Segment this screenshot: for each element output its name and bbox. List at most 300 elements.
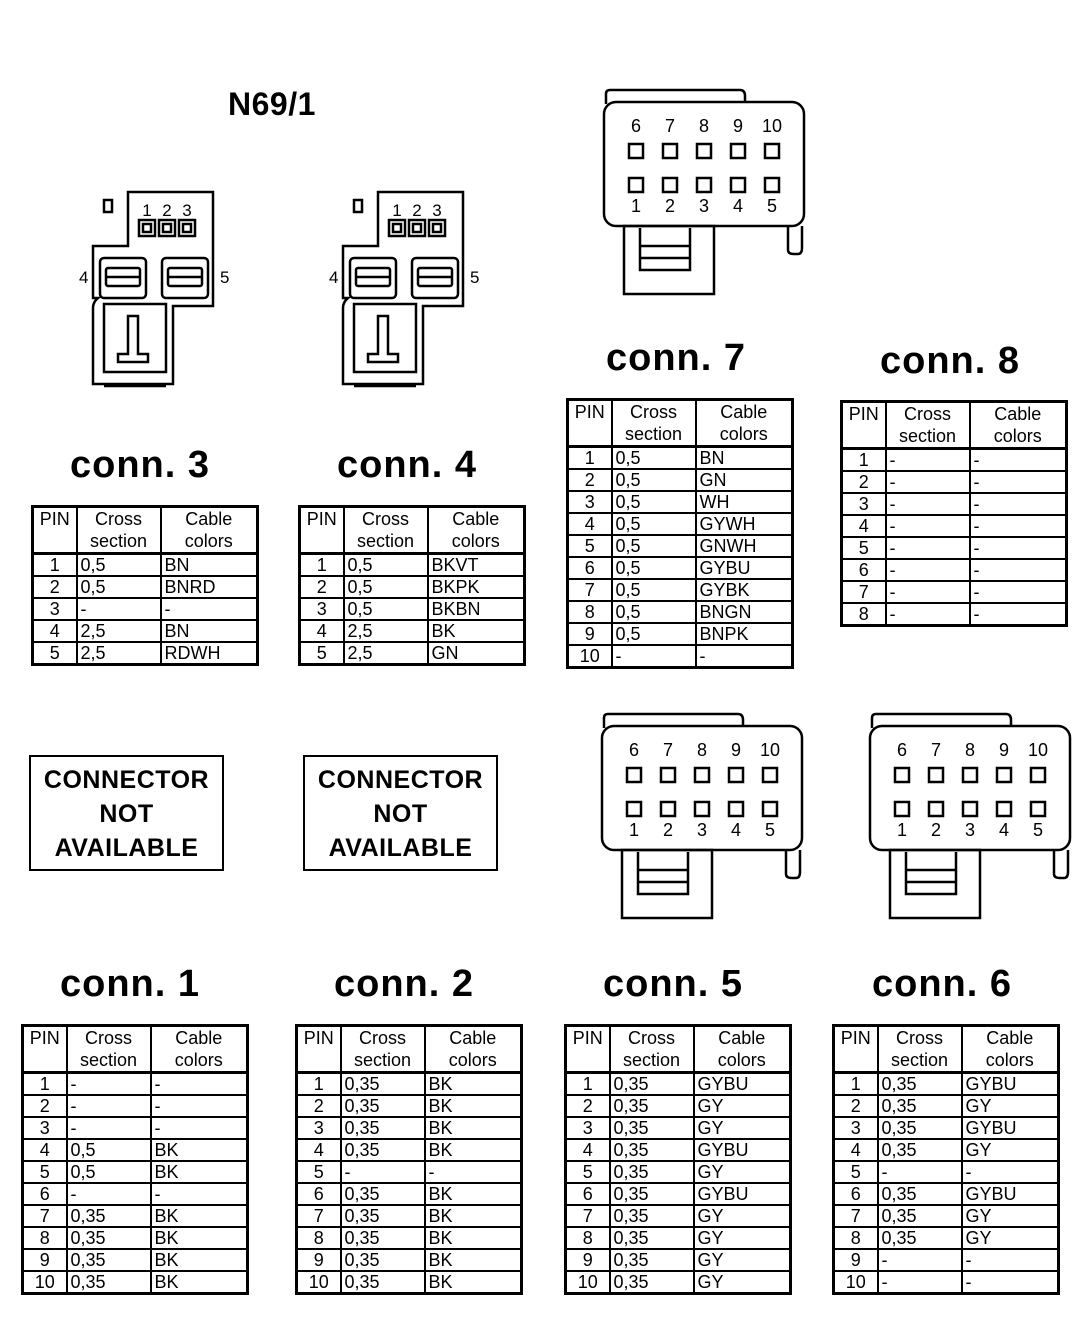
conn-8-table — [840, 400, 1068, 627]
conn-6-table — [832, 1024, 1060, 1295]
table-row — [566, 1161, 791, 1183]
pin-number-label: 2 — [930, 820, 942, 840]
pin-cell: 10 — [566, 1271, 610, 1294]
cable-color-cell: - — [970, 581, 1067, 603]
pin-number-label: 5 — [766, 196, 778, 216]
pin-header: PIN — [300, 507, 344, 554]
pin-number-label: 1 — [142, 201, 152, 220]
cable-colors-header: Cable colors — [161, 507, 258, 554]
cross-section-cell: - — [886, 559, 970, 581]
cable-color-cell: BK — [425, 1183, 522, 1205]
cable-color-cell: - — [151, 1095, 248, 1117]
table-row — [834, 1117, 1059, 1139]
table-row — [834, 1161, 1059, 1183]
cross-section-cell: - — [878, 1249, 962, 1271]
pin-header: PIN — [297, 1026, 341, 1073]
table-row — [23, 1139, 248, 1161]
cross-section-cell: 0,35 — [610, 1205, 694, 1227]
pin-cell: 2 — [300, 576, 344, 598]
pin-number-label: 7 — [662, 740, 674, 760]
cross-section-cell: 0,5 — [77, 554, 161, 577]
pin-number-label: 8 — [964, 740, 976, 760]
pin-number-label: 6 — [628, 740, 640, 760]
pin-cell: 7 — [297, 1205, 341, 1227]
cross-section-cell: 0,5 — [612, 447, 696, 470]
table-row — [568, 645, 793, 668]
pin-cell: 4 — [834, 1139, 878, 1161]
pin-cell: 4 — [33, 620, 77, 642]
cross-section-cell: 0,5 — [344, 598, 428, 620]
cross-section-cell: 0,35 — [878, 1095, 962, 1117]
pin-cell: 4 — [23, 1139, 67, 1161]
table-row — [297, 1205, 522, 1227]
pin-number-label: 4 — [79, 268, 89, 287]
cross-section-cell: 0,35 — [341, 1271, 425, 1294]
cable-color-cell: BK — [151, 1227, 248, 1249]
pin-number-label: 5 — [470, 268, 480, 287]
table-row — [842, 515, 1067, 537]
cross-section-cell: 0,35 — [341, 1117, 425, 1139]
pin-cell: 8 — [568, 601, 612, 623]
pin-cell: 9 — [297, 1249, 341, 1271]
table-header — [566, 1026, 791, 1073]
pin-number-label: 1 — [628, 820, 640, 840]
pin-cell: 3 — [300, 598, 344, 620]
cable-color-cell: - — [970, 493, 1067, 515]
cable-color-cell: - — [970, 449, 1067, 472]
table-row — [33, 598, 258, 620]
cable-color-cell: GN — [696, 469, 793, 491]
table-row — [23, 1073, 248, 1096]
cross-section-header: Cross section — [612, 400, 696, 447]
cable-color-cell: BK — [151, 1161, 248, 1183]
pin-cell: 6 — [297, 1183, 341, 1205]
cross-section-cell: 2,5 — [77, 642, 161, 665]
cable-color-cell: - — [962, 1271, 1059, 1294]
conn-2-table — [295, 1024, 523, 1295]
cable-color-cell: - — [962, 1249, 1059, 1271]
pin-number-label: 2 — [662, 820, 674, 840]
table-row — [834, 1095, 1059, 1117]
table-header — [33, 507, 258, 554]
table-row — [300, 598, 525, 620]
pin-number-label: 2 — [664, 196, 676, 216]
cable-color-cell: BK — [151, 1249, 248, 1271]
table-row — [566, 1271, 791, 1294]
pin-cell: 1 — [834, 1073, 878, 1096]
cable-color-cell: BNRD — [161, 576, 258, 598]
pin-number-label: 3 — [964, 820, 976, 840]
pin-cell: 6 — [23, 1183, 67, 1205]
cable-color-cell: BNGN — [696, 601, 793, 623]
table-row — [568, 469, 793, 491]
cross-section-cell: 0,35 — [610, 1249, 694, 1271]
cross-section-cell: 0,35 — [341, 1139, 425, 1161]
pin-cell: 7 — [566, 1205, 610, 1227]
pin-cell: 10 — [23, 1271, 67, 1294]
table-row — [842, 581, 1067, 603]
pin-number-label: 6 — [896, 740, 908, 760]
cross-section-cell: - — [886, 471, 970, 493]
cable-color-cell: BK — [425, 1205, 522, 1227]
conn-4-table — [298, 505, 526, 666]
cable-color-cell: BK — [425, 1271, 522, 1294]
cross-section-cell: 0,35 — [610, 1095, 694, 1117]
cable-color-cell: BK — [425, 1139, 522, 1161]
cable-color-cell: RDWH — [161, 642, 258, 665]
table-row — [568, 447, 793, 470]
cable-colors-header: Cable colors — [694, 1026, 791, 1073]
pin-cell: 5 — [566, 1161, 610, 1183]
pin-cell: 2 — [297, 1095, 341, 1117]
table-row — [566, 1205, 791, 1227]
na-line-3: AVAILABLE — [54, 834, 199, 862]
cross-section-cell: 0,5 — [612, 491, 696, 513]
pin-cell: 3 — [23, 1117, 67, 1139]
pin-cell: 5 — [834, 1161, 878, 1183]
cable-color-cell: - — [970, 537, 1067, 559]
pin-cell: 10 — [297, 1271, 341, 1294]
pin-cell: 4 — [566, 1139, 610, 1161]
pin-header: PIN — [33, 507, 77, 554]
connector-6-drawing — [866, 712, 1076, 922]
table-header — [842, 402, 1067, 449]
pin-cell: 9 — [568, 623, 612, 645]
pin-number-label: 4 — [329, 268, 339, 287]
pin-cell: 5 — [297, 1161, 341, 1183]
table-row — [23, 1117, 248, 1139]
pin-header: PIN — [842, 402, 886, 449]
pin-cell: 4 — [568, 513, 612, 535]
cable-color-cell: GY — [694, 1249, 791, 1271]
table-row — [33, 576, 258, 598]
pin-number-label: 3 — [696, 820, 708, 840]
table-header — [300, 507, 525, 554]
pin-cell: 8 — [834, 1227, 878, 1249]
pin-cell: 1 — [33, 554, 77, 577]
cable-color-cell: GY — [694, 1205, 791, 1227]
pin-cell: 8 — [566, 1227, 610, 1249]
cable-color-cell: BN — [161, 554, 258, 577]
pin-number-label: 6 — [630, 116, 642, 136]
pin-number-label: 1 — [392, 201, 402, 220]
table-row — [566, 1227, 791, 1249]
cross-section-cell: 0,35 — [878, 1205, 962, 1227]
table-row — [568, 623, 793, 645]
pin-number-label: 8 — [696, 740, 708, 760]
cable-color-cell: GY — [962, 1139, 1059, 1161]
table-row — [300, 576, 525, 598]
cross-section-cell: 0,35 — [878, 1183, 962, 1205]
cross-section-cell: 0,35 — [610, 1117, 694, 1139]
pin-cell: 1 — [297, 1073, 341, 1096]
table-row — [834, 1073, 1059, 1096]
connector-3-drawing — [76, 186, 256, 396]
cable-color-cell: BK — [425, 1249, 522, 1271]
pin-number-label: 4 — [998, 820, 1010, 840]
cross-section-cell: - — [886, 515, 970, 537]
cross-section-cell: 0,5 — [612, 579, 696, 601]
cross-section-cell: 0,5 — [612, 535, 696, 557]
cable-color-cell: - — [151, 1117, 248, 1139]
cable-colors-header: Cable colors — [151, 1026, 248, 1073]
pin-number-label: 4 — [730, 820, 742, 840]
cable-color-cell: BK — [428, 620, 525, 642]
cable-color-cell: BK — [425, 1095, 522, 1117]
pin-number-label: 2 — [162, 201, 172, 220]
cross-section-cell: 0,35 — [341, 1183, 425, 1205]
table-row — [568, 535, 793, 557]
table-row — [842, 471, 1067, 493]
cable-color-cell: GY — [694, 1227, 791, 1249]
cable-color-cell: - — [970, 559, 1067, 581]
pin-cell: 4 — [297, 1139, 341, 1161]
connector-outline — [93, 192, 213, 386]
cable-color-cell: - — [962, 1161, 1059, 1183]
table-header — [23, 1026, 248, 1073]
cross-section-cell: - — [612, 645, 696, 668]
table-row — [23, 1227, 248, 1249]
cable-colors-header: Cable colors — [962, 1026, 1059, 1073]
cable-color-cell: BN — [161, 620, 258, 642]
cable-color-cell: - — [151, 1183, 248, 1205]
cross-section-cell: - — [886, 581, 970, 603]
table-row — [834, 1249, 1059, 1271]
cross-section-cell: - — [67, 1073, 151, 1096]
table-row — [568, 513, 793, 535]
connector-5-drawing — [598, 712, 808, 922]
pin-number-label: 5 — [764, 820, 776, 840]
pin-cell: 9 — [834, 1249, 878, 1271]
cross-section-header: Cross section — [610, 1026, 694, 1073]
pin-cell: 1 — [566, 1073, 610, 1096]
pin-cell: 7 — [834, 1205, 878, 1227]
pin-header: PIN — [568, 400, 612, 447]
table-row — [297, 1227, 522, 1249]
pin-number-label: 2 — [412, 201, 422, 220]
cable-color-cell: - — [151, 1073, 248, 1096]
pin-cell: 6 — [834, 1183, 878, 1205]
cable-color-cell: GYBU — [696, 557, 793, 579]
table-row — [297, 1161, 522, 1183]
conn-7-title: conn. 7 — [605, 337, 747, 379]
cross-section-cell: - — [886, 603, 970, 626]
table-row — [23, 1271, 248, 1294]
pin-cell: 2 — [568, 469, 612, 491]
conn-1-table — [21, 1024, 249, 1295]
pin-number-label: 5 — [220, 268, 230, 287]
cross-section-cell: 0,35 — [67, 1271, 151, 1294]
cable-color-cell: BK — [425, 1117, 522, 1139]
cable-color-cell: GYBU — [694, 1073, 791, 1096]
table-header — [297, 1026, 522, 1073]
cable-color-cell: - — [425, 1161, 522, 1183]
cable-color-cell: BKBN — [428, 598, 525, 620]
connector-4-drawing — [326, 186, 506, 396]
table-row — [23, 1183, 248, 1205]
table-header — [568, 400, 793, 447]
cable-color-cell: GYBU — [694, 1139, 791, 1161]
pin-number-label: 3 — [432, 201, 442, 220]
table-row — [23, 1205, 248, 1227]
pin-number-label: 3 — [698, 196, 710, 216]
pin-cell: 6 — [568, 557, 612, 579]
cable-colors-header: Cable colors — [970, 402, 1067, 449]
cross-section-header: Cross section — [886, 402, 970, 449]
table-header — [834, 1026, 1059, 1073]
pin-number-label: 7 — [664, 116, 676, 136]
cross-section-cell: - — [67, 1095, 151, 1117]
table-row — [297, 1117, 522, 1139]
table-row — [566, 1073, 791, 1096]
pin-number-label: 1 — [630, 196, 642, 216]
table-row — [23, 1161, 248, 1183]
cable-color-cell: GYBK — [696, 579, 793, 601]
cable-color-cell: GY — [962, 1095, 1059, 1117]
table-row — [297, 1139, 522, 1161]
pin-cell: 1 — [300, 554, 344, 577]
table-row — [834, 1227, 1059, 1249]
pin-cell: 7 — [23, 1205, 67, 1227]
cross-section-cell: 0,35 — [610, 1139, 694, 1161]
table-row — [568, 601, 793, 623]
cable-color-cell: GY — [694, 1161, 791, 1183]
pin-cell: 5 — [568, 535, 612, 557]
cross-section-cell: 0,35 — [878, 1139, 962, 1161]
pin-cell: 4 — [300, 620, 344, 642]
cable-color-cell: GY — [694, 1117, 791, 1139]
table-row — [842, 449, 1067, 472]
pin-cell: 10 — [834, 1271, 878, 1294]
pin-cell: 8 — [23, 1227, 67, 1249]
cross-section-cell: 0,5 — [67, 1139, 151, 1161]
cross-section-cell: - — [886, 493, 970, 515]
pin-cell: 3 — [297, 1117, 341, 1139]
pin-number-label: 7 — [930, 740, 942, 760]
pin-cell: 5 — [842, 537, 886, 559]
pin-cell: 5 — [300, 642, 344, 665]
conn-6-title: conn. 6 — [871, 963, 1013, 1005]
cable-color-cell: GY — [962, 1205, 1059, 1227]
table-row — [842, 559, 1067, 581]
pin-cell: 1 — [23, 1073, 67, 1096]
cross-section-cell: 0,35 — [610, 1227, 694, 1249]
pin-cell: 6 — [566, 1183, 610, 1205]
cable-color-cell: GY — [962, 1227, 1059, 1249]
cross-section-cell: 0,35 — [341, 1249, 425, 1271]
table-row — [568, 491, 793, 513]
cable-colors-header: Cable colors — [425, 1026, 522, 1073]
cross-section-cell: - — [341, 1161, 425, 1183]
table-row — [566, 1249, 791, 1271]
pin-number-label: 4 — [732, 196, 744, 216]
cable-color-cell: - — [161, 598, 258, 620]
cross-section-header: Cross section — [344, 507, 428, 554]
connector-2-not-available — [303, 755, 498, 871]
table-row — [842, 493, 1067, 515]
cross-section-cell: 0,5 — [612, 513, 696, 535]
table-row — [834, 1271, 1059, 1294]
pin-cell: 10 — [568, 645, 612, 668]
pin-cell: 9 — [566, 1249, 610, 1271]
cross-section-cell: 0,35 — [341, 1095, 425, 1117]
cable-color-cell: BK — [425, 1073, 522, 1096]
cross-section-cell: - — [886, 449, 970, 472]
cable-color-cell: - — [696, 645, 793, 668]
pin-cell: 3 — [33, 598, 77, 620]
pin-cell: 7 — [842, 581, 886, 603]
cable-color-cell: BK — [151, 1139, 248, 1161]
na-line-3: AVAILABLE — [328, 834, 473, 862]
cable-color-cell: BK — [151, 1271, 248, 1294]
pin-number-label: 8 — [698, 116, 710, 136]
table-row — [297, 1183, 522, 1205]
pin-cell: 5 — [23, 1161, 67, 1183]
cable-color-cell: - — [970, 603, 1067, 626]
table-row — [297, 1249, 522, 1271]
table-row — [297, 1073, 522, 1096]
cross-section-cell: - — [67, 1117, 151, 1139]
cable-colors-header: Cable colors — [428, 507, 525, 554]
cable-color-cell: BK — [151, 1205, 248, 1227]
cable-color-cell: GYBU — [962, 1073, 1059, 1096]
table-row — [834, 1183, 1059, 1205]
cross-section-cell: 0,5 — [77, 576, 161, 598]
connector-7-drawing — [600, 88, 810, 298]
na-line-2: NOT — [373, 800, 428, 828]
table-row — [566, 1139, 791, 1161]
cross-section-cell: 0,35 — [610, 1271, 694, 1294]
cable-color-cell: BK — [425, 1227, 522, 1249]
na-line-1: CONNECTOR — [43, 766, 210, 794]
cable-color-cell: - — [970, 471, 1067, 493]
pin-cell: 1 — [842, 449, 886, 472]
conn-8-title: conn. 8 — [879, 340, 1021, 382]
pin-number-label: 10 — [1027, 740, 1049, 760]
cross-section-cell: 0,35 — [341, 1073, 425, 1096]
cross-section-cell: - — [886, 537, 970, 559]
conn-1-title: conn. 1 — [59, 963, 201, 1005]
cable-colors-header: Cable colors — [696, 400, 793, 447]
cable-color-cell: GY — [694, 1095, 791, 1117]
table-row — [33, 554, 258, 577]
cable-color-cell: GYWH — [696, 513, 793, 535]
connector-outline — [343, 192, 463, 386]
pin-cell: 9 — [23, 1249, 67, 1271]
pin-header: PIN — [566, 1026, 610, 1073]
conn-7-table — [566, 398, 794, 669]
cross-section-cell: 0,35 — [610, 1183, 694, 1205]
pin-cell: 1 — [568, 447, 612, 470]
table-row — [33, 620, 258, 642]
pin-cell: 2 — [834, 1095, 878, 1117]
cross-section-header: Cross section — [67, 1026, 151, 1073]
cross-section-cell: 0,35 — [67, 1205, 151, 1227]
table-row — [842, 537, 1067, 559]
pin-cell: 3 — [568, 491, 612, 513]
conn-4-title: conn. 4 — [336, 444, 478, 486]
pin-cell: 8 — [842, 603, 886, 626]
table-row — [568, 557, 793, 579]
pin-number-label: 10 — [761, 116, 783, 136]
table-row — [23, 1249, 248, 1271]
table-row — [297, 1095, 522, 1117]
cross-section-cell: 0,35 — [878, 1227, 962, 1249]
pin-cell: 2 — [23, 1095, 67, 1117]
pin-number-label: 10 — [759, 740, 781, 760]
pin-number-label: 5 — [1032, 820, 1044, 840]
pin-cell: 5 — [33, 642, 77, 665]
